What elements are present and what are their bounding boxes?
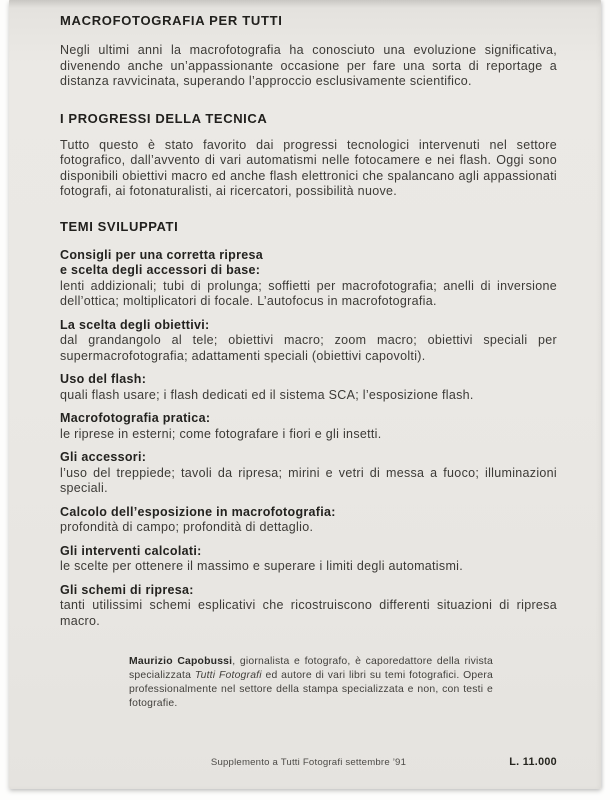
section-heading-temi-sviluppati: TEMI SVILUPPATI: [60, 218, 179, 234]
author-bio-text: , giornalista e fotografo, è caporedattore della rivista specializzata: [129, 656, 493, 681]
author-bio: [129, 655, 493, 711]
topic-body: lenti addizionali; tubi di prolunga; soffietti per macrofotografia; anelli di inversione dell’ottica; moltiplicatori di focale. L’autofocus in macrofotografia.: [60, 278, 557, 308]
topic-consigli: [60, 248, 557, 310]
book-back-cover: [9, 0, 601, 789]
topic-scelta-obiettivi: [60, 318, 557, 365]
topic-body: l’uso del treppiede; tavoli da ripresa; mirini e vetri di messa a fuoco; illuminazioni speciali.: [60, 465, 557, 495]
topic-uso-flash: [60, 372, 557, 403]
topic-body: le scelte per ottenere il massimo e superare i limiti degli automatismi.: [60, 559, 464, 573]
intro-paragraph: Negli ultimi anni la macrofotografia ha conosciuto una evoluzione significativa, divenendo anche un’appassionante occasione per fare una sorta di reportage a distanza ravvicinata, superando l’approccio esclusivamente scientifico.: [60, 43, 557, 88]
topics-list: [60, 248, 557, 630]
topic-heading: Gli interventi calcolati:: [60, 543, 202, 558]
topic-heading: Macrofotografia pratica:: [60, 411, 211, 425]
topic-macrofotografia-pratica: [60, 411, 557, 442]
topic-heading: Consigli per una corretta ripresa: [60, 247, 264, 262]
topic-body: dal grandangolo al tele; obiettivi macro; zoom macro; obiettivi speciali per supermacrofotografia; adattamenti speciali (obiettivi capovolti).: [60, 333, 557, 363]
supplement-note: Supplemento a Tutti Fotografi settembre ’91: [210, 757, 407, 768]
topic-heading: Gli accessori:: [60, 450, 147, 464]
magazine-name: Tutti Fotografi: [194, 670, 262, 681]
topic-body: le riprese in esterni; come fotografare i fiori e gli insetti.: [60, 426, 382, 441]
section-body-progressi: Tutto questo è stato favorito dai progressi tecnologici intervenuti nel settore fotografico, dall’avvento di vari automatismi nelle fotocamere e nei flash. Oggi sono disponibili obiettivi macro ed anche flash elettronici che spalancano agli appassionati fotografi, ai fotonaturalisti, ai ricercatori, possibilità nuove.: [60, 137, 557, 198]
topic-body: quali flash usare; i flash dedicati ed il sistema SCA; l’esposizione flash.: [60, 387, 474, 402]
topic-accessori: [60, 450, 557, 497]
topic-calcolo-esposizione: [60, 505, 557, 536]
topic-heading: Uso del flash:: [60, 372, 147, 386]
author-bio-text: ed autore di vari libri su temi fotografici. Opera professionalmente nel settore della stampa specializzata e non, con testi e fotografie.: [129, 670, 493, 709]
topic-schemi-ripresa: [60, 583, 557, 630]
footer-row: [60, 757, 557, 771]
topic-heading: Gli schemi di ripresa:: [60, 582, 194, 597]
section-heading-progressi: I PROGRESSI DELLA TECNICA: [60, 110, 268, 126]
topic-body: tanti utilissimi schemi esplicativi che ricostruiscono differenti situazioni di ripresa macro.: [60, 598, 557, 628]
topic-heading: La scelta degli obiettivi:: [60, 317, 210, 332]
topic-interventi-calcolati: [60, 544, 557, 575]
price-label: L. 11.000: [509, 756, 557, 768]
topic-heading-line2: e scelta degli accessori di base:: [60, 263, 261, 277]
topic-heading: Calcolo dell’esposizione in macrofotografia:: [60, 504, 336, 519]
author-name: Maurizio Capobussi: [129, 656, 233, 667]
page-title: MACROFOTOGRAFIA PER TUTTI: [60, 13, 283, 28]
topic-body: profondità di campo; profondità di dettaglio.: [60, 520, 314, 534]
